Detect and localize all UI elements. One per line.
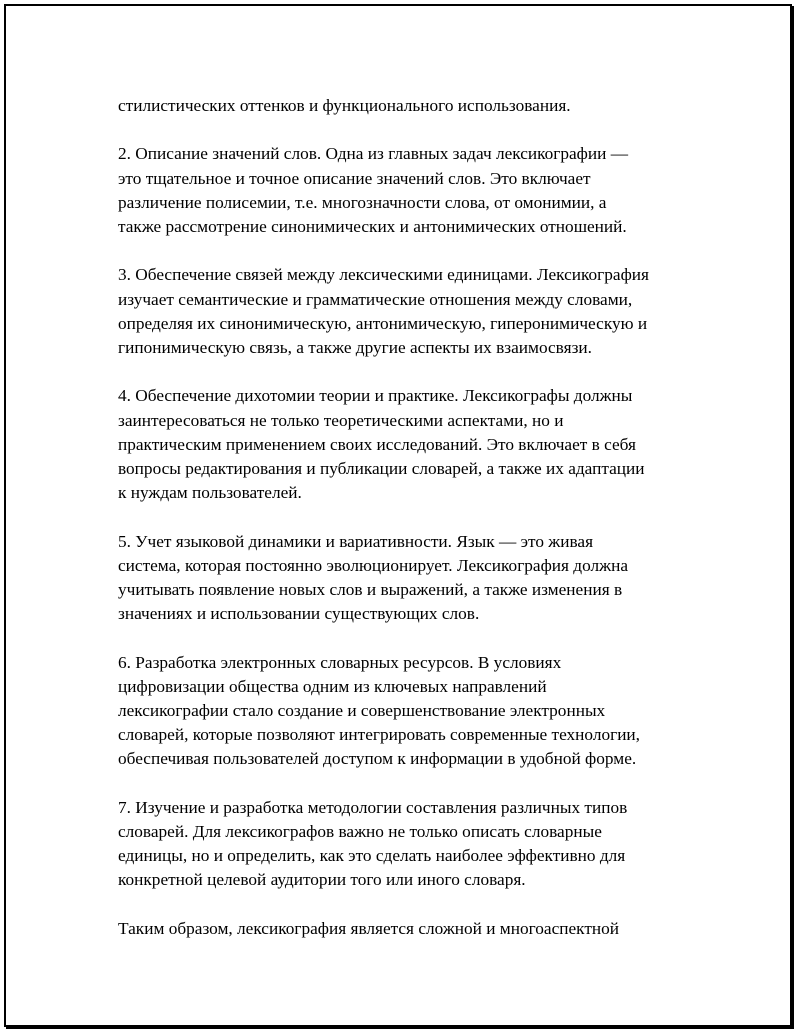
text-line: 7. Изучение и разработка методологии составления различных типов xyxy=(118,797,628,817)
paragraph-item-6 xyxy=(118,651,698,772)
text-line: значениях и использовании существующих слов. xyxy=(118,604,480,624)
text-line: учитывать появление новых слов и выражений, а также изменения в xyxy=(118,580,623,599)
document-body xyxy=(118,94,698,965)
text-line: 5. Учет языковой динамики и вариативности. Язык — это живая xyxy=(118,531,594,551)
text-line: к нуждам пользователей. xyxy=(118,483,302,503)
paragraph-continuation xyxy=(118,94,698,118)
paragraph-item-2 xyxy=(118,142,698,239)
text-line: Таким образом, лексикография является сложной и многоаспектной xyxy=(118,918,620,938)
text-line: также рассмотрение синонимических и антонимических отношений. xyxy=(118,217,627,236)
text-line: это тщательное и точное описание значений слов. Это включает xyxy=(118,168,591,188)
text-line: обеспечивая пользователей доступом к информации в удобной форме. xyxy=(118,749,637,769)
text-line: лексикографии стало создание и совершенствование электронных xyxy=(118,701,606,720)
paragraph-item-3 xyxy=(118,263,698,360)
text-line: практическим применением своих исследований. Это включает в себя xyxy=(118,434,636,454)
text-line: словарей, которые позволяют интегрировать современные технологии, xyxy=(118,725,641,745)
text-line: конкретной целевой аудитории того или иного словаря. xyxy=(118,870,526,890)
text-line: 6. Разработка электронных словарных ресурсов. В условиях xyxy=(118,652,562,672)
text-line: стилистических оттенков и функционального использования. xyxy=(118,96,571,115)
text-line: различение полисемии, т.е. многозначности слова, от омонимии, а xyxy=(118,192,607,212)
paragraph-item-7 xyxy=(118,796,698,893)
text-line: система, которая постоянно эволюционирует. Лексикография должна xyxy=(118,555,628,575)
text-line: 2. Описание значений слов. Одна из главных задач лексикографии — xyxy=(118,144,628,164)
text-line: заинтересоваться не только теоретическими аспектами, но и xyxy=(118,410,564,430)
text-line: словарей. Для лексикографов важно не только описать словарные xyxy=(118,822,602,841)
text-line: гипонимическую связь, а также другие аспекты их взаимосвязи. xyxy=(118,338,592,357)
text-line: 3. Обеспечение связей между лексическими единицами. Лексикография xyxy=(118,265,649,285)
text-line: 4. Обеспечение дихотомии теории и практике. Лексикографы должны xyxy=(118,386,633,406)
text-line: изучает семантические и грамматические отношения между словами, xyxy=(118,289,633,309)
text-line: цифровизации общества одним из ключевых направлений xyxy=(118,676,547,696)
text-line: определяя их синонимическую, антонимическую, гиперонимическую и xyxy=(118,313,648,333)
paragraph-item-5 xyxy=(118,530,698,627)
paragraph-item-4 xyxy=(118,384,698,505)
text-line: вопросы редактирования и публикации словарей, а также их адаптации xyxy=(118,459,645,478)
text-line: единицы, но и определить, как это сделать наиболее эффективно для xyxy=(118,846,626,866)
paragraph-conclusion xyxy=(118,917,698,941)
